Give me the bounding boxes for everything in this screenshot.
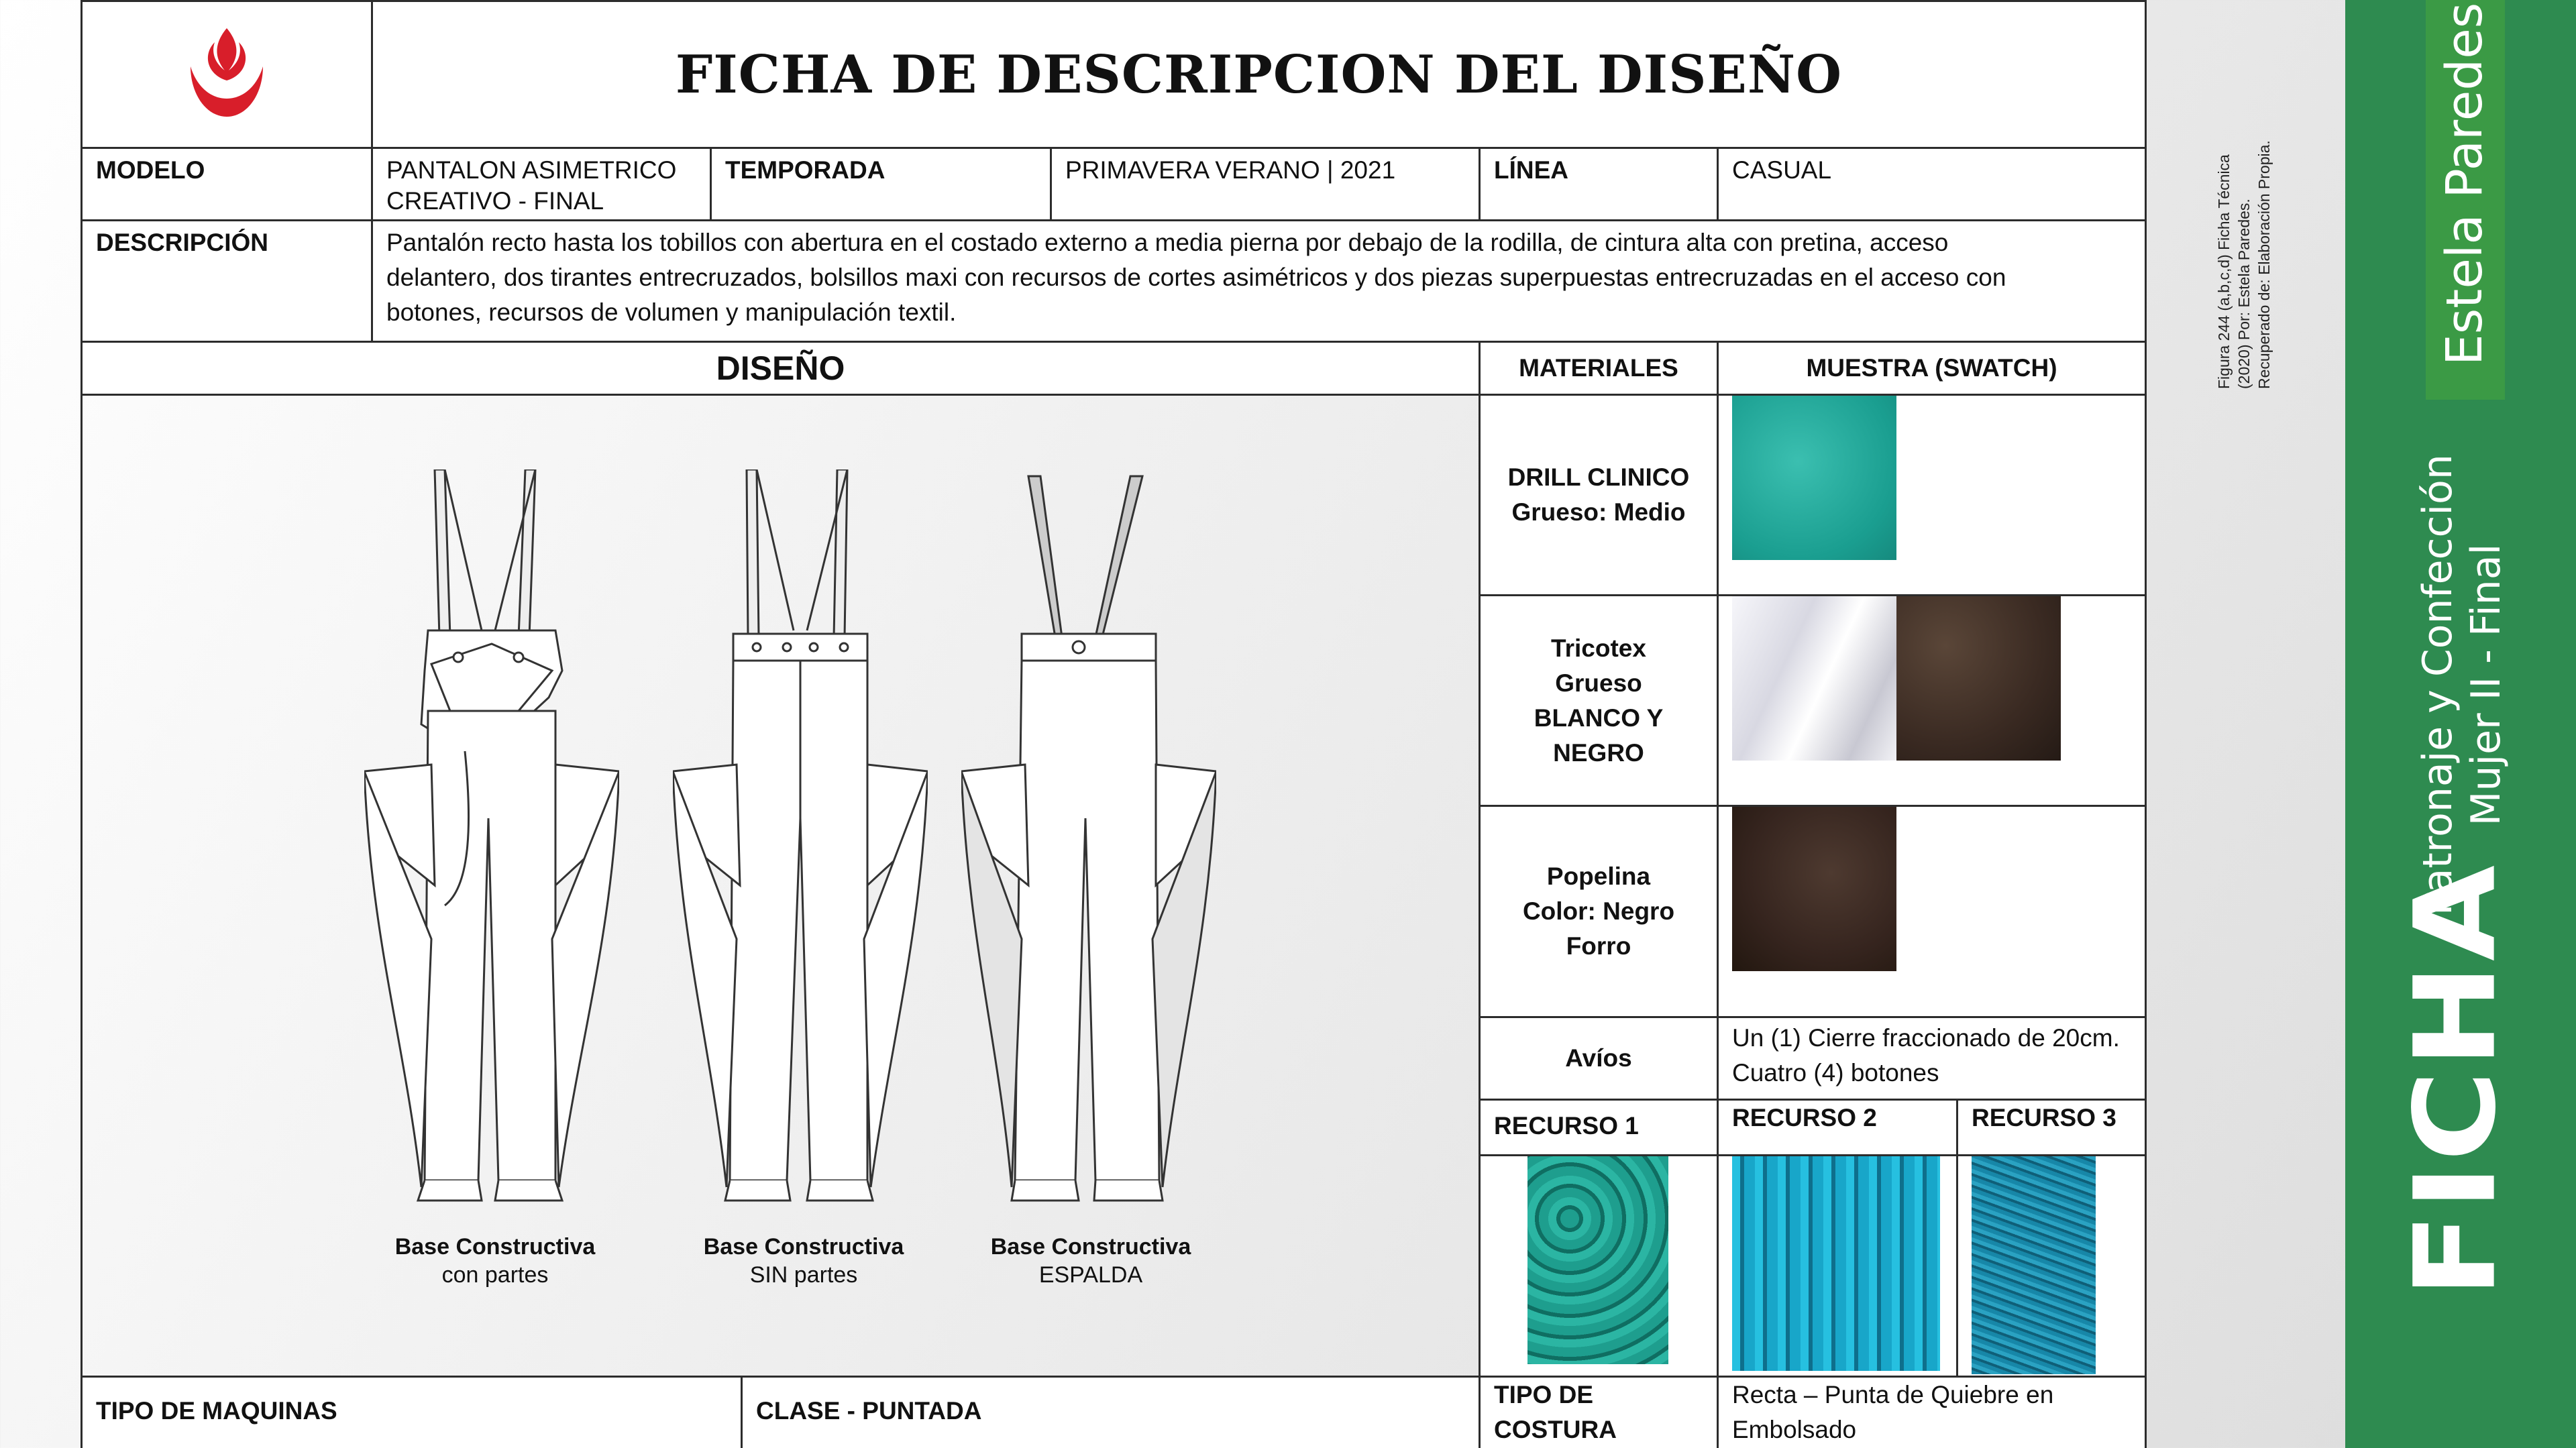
material-2-line1: Tricotex bbox=[1551, 634, 1646, 662]
swatch-tricotex-black bbox=[1896, 596, 2061, 761]
costura-label-line2: COSTURA bbox=[1494, 1416, 1617, 1443]
logo-cell bbox=[80, 0, 373, 149]
descripcion-label: DESCRIPCIÓN bbox=[96, 229, 268, 256]
figure-label-1 bbox=[354, 1233, 636, 1289]
figure-label-3 bbox=[950, 1233, 1232, 1289]
clase-label: CLASE - PUNTADA bbox=[756, 1397, 982, 1425]
caption-line2: (2020) Por: Estela Paredes. bbox=[2235, 199, 2253, 389]
avios-line1: Un (1) Cierre fraccionado de 20cm. bbox=[1732, 1024, 2120, 1052]
recurso-2-label: RECURSO 2 bbox=[1732, 1104, 1877, 1131]
recurso-1-label: RECURSO 1 bbox=[1494, 1112, 1639, 1139]
figure-subtitle-1: con partes bbox=[441, 1262, 549, 1288]
modelo-label: MODELO bbox=[96, 156, 205, 184]
materiales-heading: MATERIALES bbox=[1519, 354, 1678, 382]
recurso-3-texture bbox=[1972, 1156, 2096, 1374]
material-3-line2: Color: Negro bbox=[1522, 897, 1675, 925]
university-logo bbox=[176, 24, 277, 125]
descripcion-value-cell bbox=[371, 219, 2147, 343]
recurso-3-label-cell bbox=[1956, 1099, 2147, 1156]
figure-title-2: Base Constructiva bbox=[703, 1234, 904, 1260]
material-1-line1: DRILL CLINICO bbox=[1507, 463, 1690, 491]
maquinas-label-cell bbox=[80, 1376, 743, 1448]
figure-title-3: Base Constructiva bbox=[990, 1234, 1191, 1260]
material-2-line2: Grueso bbox=[1555, 669, 1642, 697]
swatch-popelina bbox=[1732, 807, 1896, 971]
temporada-label: TEMPORADA bbox=[725, 156, 885, 184]
material-3-line3: Forro bbox=[1566, 932, 1631, 960]
material-2-name-cell bbox=[1479, 594, 1719, 807]
course-line1: Patronaje y Confección bbox=[2414, 454, 2461, 915]
recurso-2-label-cell bbox=[1717, 1099, 1958, 1156]
design-sheet bbox=[80, 0, 2147, 1448]
figure-subtitle-3: ESPALDA bbox=[1038, 1262, 1143, 1288]
material-1-swatch-cell bbox=[1717, 394, 2147, 596]
title-cell bbox=[371, 0, 2147, 149]
material-3-swatch-cell bbox=[1717, 805, 2147, 1018]
descripcion-label-cell bbox=[80, 219, 373, 343]
costura-value-line1: Recta – Punta de Quiebre en bbox=[1732, 1381, 2054, 1408]
linea-label-cell bbox=[1479, 147, 1719, 221]
pants-figure-front-no-parts bbox=[673, 469, 928, 1221]
recurso-3-image-cell bbox=[1956, 1154, 2147, 1378]
diseno-heading-cell bbox=[80, 341, 1481, 396]
caption-line3: Recuperado de: Elaboración Propia. bbox=[2255, 140, 2273, 389]
modelo-value-line2: CREATIVO - FINAL bbox=[386, 187, 604, 215]
temporada-value-cell bbox=[1050, 147, 1481, 221]
figure-title-1: Base Constructiva bbox=[394, 1234, 596, 1260]
avios-label-cell bbox=[1479, 1016, 1719, 1101]
costura-label-cell bbox=[1479, 1376, 1719, 1448]
swatch-tricotex-white bbox=[1732, 596, 1896, 761]
clase-label-cell bbox=[741, 1376, 1481, 1448]
recurso-3-label: RECURSO 3 bbox=[1972, 1104, 2116, 1131]
modelo-value-line1: PANTALON ASIMETRICO bbox=[386, 156, 677, 184]
costura-value-cell bbox=[1717, 1376, 2147, 1448]
avios-line2: Cuatro (4) botones bbox=[1732, 1059, 1939, 1087]
caption-line1: Figura 244 (a,b,c,d) Ficha Técnica bbox=[2215, 154, 2233, 389]
course-line2: Mujer II - Final bbox=[2463, 543, 2510, 826]
material-1-name-cell bbox=[1479, 394, 1719, 596]
material-3-name-cell bbox=[1479, 805, 1719, 1018]
recurso-2-image-cell bbox=[1717, 1154, 1958, 1378]
recurso-1-image-cell bbox=[1479, 1154, 1719, 1378]
temporada-value: PRIMAVERA VERANO | 2021 bbox=[1065, 156, 1396, 184]
diseno-heading: DISEÑO bbox=[716, 349, 845, 387]
costura-value-line2: Embolsado bbox=[1732, 1416, 1857, 1443]
material-2-swatch-cell bbox=[1717, 594, 2147, 807]
maquinas-label: TIPO DE MAQUINAS bbox=[96, 1397, 337, 1425]
ficha-label: FICHA bbox=[2390, 862, 2521, 1298]
avios-value-cell bbox=[1717, 1016, 2147, 1101]
figure-label-2 bbox=[663, 1233, 945, 1289]
swatch-drill-clinico bbox=[1732, 396, 1896, 560]
temporada-label-cell bbox=[710, 147, 1052, 221]
swatch-heading-cell bbox=[1717, 341, 2147, 396]
descripcion-line3: botones, recursos de volumen y manipulación textil. bbox=[386, 298, 957, 326]
recurso-2-texture bbox=[1732, 1156, 1940, 1371]
design-area bbox=[80, 394, 1481, 1378]
materiales-heading-cell bbox=[1479, 341, 1719, 396]
avios-label: Avíos bbox=[1565, 1044, 1632, 1072]
linea-value-cell bbox=[1717, 147, 2147, 221]
recurso-1-label-cell bbox=[1479, 1099, 1719, 1156]
swatch-heading: MUESTRA (SWATCH) bbox=[1806, 354, 2057, 382]
page-title: FICHA DE DESCRIPCION DEL DISEÑO bbox=[675, 44, 1843, 105]
figure-caption bbox=[2214, 140, 2274, 389]
linea-label: LÍNEA bbox=[1494, 156, 1568, 184]
pants-figure-front-with-parts bbox=[364, 469, 619, 1221]
course-title bbox=[2414, 454, 2510, 915]
material-2-line3: BLANCO Y bbox=[1534, 704, 1664, 732]
descripcion-line2: delantero, dos tirantes entrecruzados, bolsillos maxi con recursos de cortes asimétricos y dos piezas superpuestas entrecruzadas en el acceso con bbox=[386, 264, 2006, 291]
recurso-1-texture bbox=[1527, 1156, 1668, 1364]
modelo-value-cell bbox=[371, 147, 712, 221]
material-2-line4: NEGRO bbox=[1553, 738, 1644, 767]
material-1-line2: Grueso: Medio bbox=[1511, 498, 1686, 526]
author-name: Estela Paredes bbox=[2436, 2, 2493, 366]
pants-figure-back bbox=[961, 469, 1216, 1221]
linea-value: CASUAL bbox=[1732, 156, 1832, 184]
sidebar bbox=[2345, 0, 2576, 1448]
costura-label-line1: TIPO DE bbox=[1494, 1381, 1594, 1408]
material-3-line1: Popelina bbox=[1546, 862, 1651, 890]
modelo-label-cell bbox=[80, 147, 373, 221]
figure-subtitle-2: SIN partes bbox=[749, 1262, 858, 1288]
descripcion-line1: Pantalón recto hasta los tobillos con abertura en el costado externo a media pierna por debajo de la rodilla, de cintura alta con pretina, acceso bbox=[386, 229, 1949, 256]
